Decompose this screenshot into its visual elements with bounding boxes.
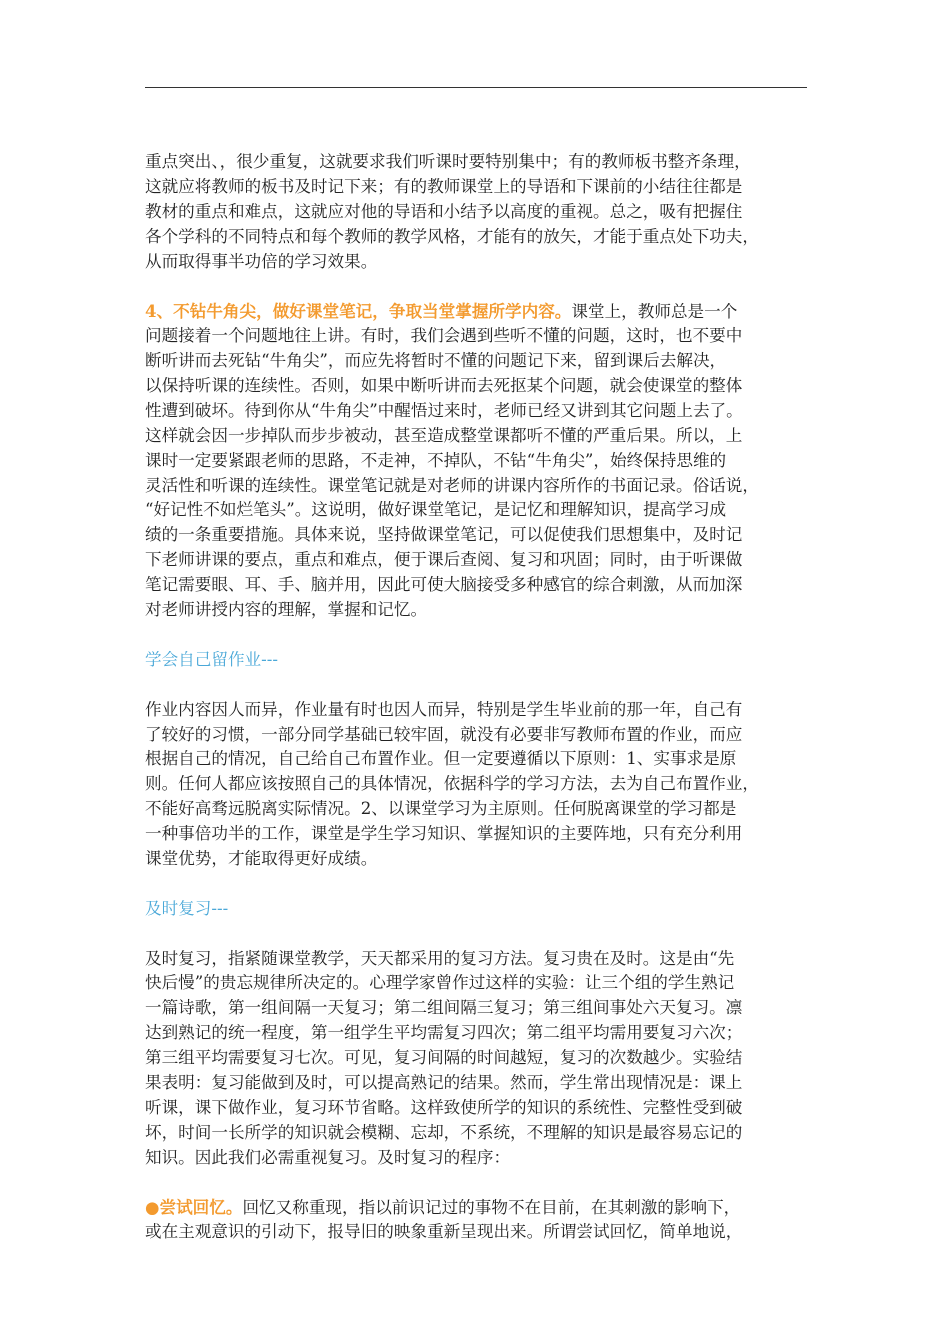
text-line: 一篇诗歌，第一组间隔一天复习；第二组间隔三复习；第三组间事处六天复习。凛	[145, 998, 743, 1018]
text-line: 根据自己的情况，自己给自己布置作业。但一定要遵循以下原则：1、实事求是原	[145, 749, 737, 769]
text-line	[145, 1195, 810, 1220]
paragraph-1	[145, 150, 810, 274]
text-line: 绩的一条重要措施。具体来说，坚持做课堂笔记，可以促使我们思想集中，及时记	[145, 525, 743, 545]
header-rule	[145, 87, 807, 88]
text-line: “好记性不如烂笔头”。这说明，做好课堂笔记，是记忆和理解知识，提高学习成	[145, 500, 727, 520]
bullet-heading: ●尝试回忆。	[145, 1197, 243, 1218]
document-body	[145, 150, 810, 1270]
section-heading-homework: 学会自己留作业---	[145, 649, 278, 669]
text-line: 灵活性和听课的连续性。课堂笔记就是对老师的讲课内容所作的书面记录。俗话说，	[145, 475, 759, 495]
paragraph-3	[145, 698, 810, 872]
text-line: 课堂优势，才能取得更好成绩。	[145, 848, 378, 868]
text-line: 以保持听课的连续性。否则，如果中断听讲而去死抠某个问题，就会使课堂的整体	[145, 376, 743, 396]
paragraph-5	[145, 1195, 810, 1245]
text-line: 则。任何人都应该按照自己的具体情况，依据科学的学习方法，去为自己布置作业，	[145, 774, 759, 794]
text-line: 达到熟记的统一程度，第一组学生平均需复习四次；第二组平均需用要复习六次；	[145, 1023, 743, 1043]
text-line: 一种事倍功半的工作，课堂是学生学习知识、掌握知识的主要阵地，只有充分利用	[145, 824, 743, 844]
text-line: 对老师讲授内容的理解，掌握和记忆。	[145, 600, 428, 620]
text-line: 教材的重点和难点，这就应对他的导语和小结予以高度的重视。总之，吸有把握住	[145, 201, 743, 221]
text-line: 从而取得事半功倍的学习效果。	[145, 251, 378, 271]
highlight-heading: 4、不钻牛角尖，做好课堂笔记，争取当堂掌握所学内容。	[145, 301, 572, 322]
text-line: 第三组平均需要复习七次。可见，复习间隔的时间越短，复习的次数越少。实验结	[145, 1048, 743, 1068]
text-line: 果表明：复习能做到及时，可以提高熟记的结果。然而，学生常出现情况是：课上	[145, 1072, 743, 1092]
text-line: 课时一定要紧跟老师的思路，不走神，不掉队，不钻“牛角尖”，始终保持思维的	[145, 450, 727, 470]
text-line: 重点突出、，很少重复，这就要求我们听课时要特别集中；有的教师板书整齐条理，	[145, 152, 751, 171]
section-heading-review: 及时复习---	[145, 898, 229, 918]
text-line: 笔记需要眼、耳、手、脑并用，因此可使大脑接受多种感官的综合刺激，从而加深	[145, 575, 743, 595]
text-line: 问题接着一个问题地往上讲。有时，我们会遇到些听不懂的问题，这时，也不要中	[145, 326, 743, 346]
text-line: 作业内容因人而异，作业量有时也因人而异，特别是学生毕业前的那一年，自己有	[145, 699, 743, 719]
text-line: 下老师讲课的要点，重点和难点，便于课后查阅、复习和巩固；同时，由于听课做	[145, 550, 743, 570]
text-line: 快后慢”的贵忘规律所决定的。心理学家曾作过这样的实验：让三个组的学生熟记	[145, 973, 735, 993]
text-line: 这样就会因一步掉队而步步被动，甚至造成整堂课都听不懂的严重后果。所以，上	[145, 425, 743, 445]
text-line: 断听讲而去死钻“牛角尖”，而应先将暂时不懂的问题记下来，留到课后去解决，	[145, 351, 727, 371]
paragraph-4	[145, 947, 810, 1171]
text-line: 知识。因此我们必需重视复习。及时复习的程序：	[145, 1147, 511, 1167]
text-line: 各个学科的不同特点和每个教师的教学风格，才能有的放矢，才能于重点处下功夫，	[145, 226, 759, 246]
paragraph-2	[145, 299, 810, 623]
text-line	[145, 299, 810, 324]
text-line: 坏，时间一长所学的知识就会模糊、忘却，不系统，不理解的知识是最容易忘记的	[145, 1122, 743, 1142]
text-line: 或在主观意识的引动下，报导旧的映象重新呈现出来。所谓尝试回忆，简单地说，	[145, 1222, 743, 1242]
text-line: 性遭到破坏。待到你从“牛角尖”中醒悟过来时，老师已经又讲到其它问题上去了。	[145, 400, 743, 420]
text-line-rest: 课堂上，教师总是一个	[571, 302, 738, 322]
text-line: 听课，课下做作业，复习环节省略。这样致使所学的知识的系统性、完整性受到破	[145, 1097, 743, 1117]
text-line: 及时复习，指紧随课堂教学，天天都采用的复习方法。复习贵在及时。这是由“先	[145, 948, 735, 968]
text-line: 了较好的习惯，一部分同学基础已较牢固，就没有必要非写教师布置的作业，而应	[145, 724, 743, 744]
text-line: 不能好高骛远脱离实际情况。2、以课堂学习为主原则。任何脱离课堂的学习都是	[145, 799, 737, 819]
text-line-rest: 回忆又称重现，指以前识记过的事物不在目前，在其刺激的影响下，	[242, 1198, 741, 1218]
text-line: 这就应将教师的板书及时记下来；有的教师课堂上的导语和下课前的小结往往都是	[145, 176, 743, 196]
